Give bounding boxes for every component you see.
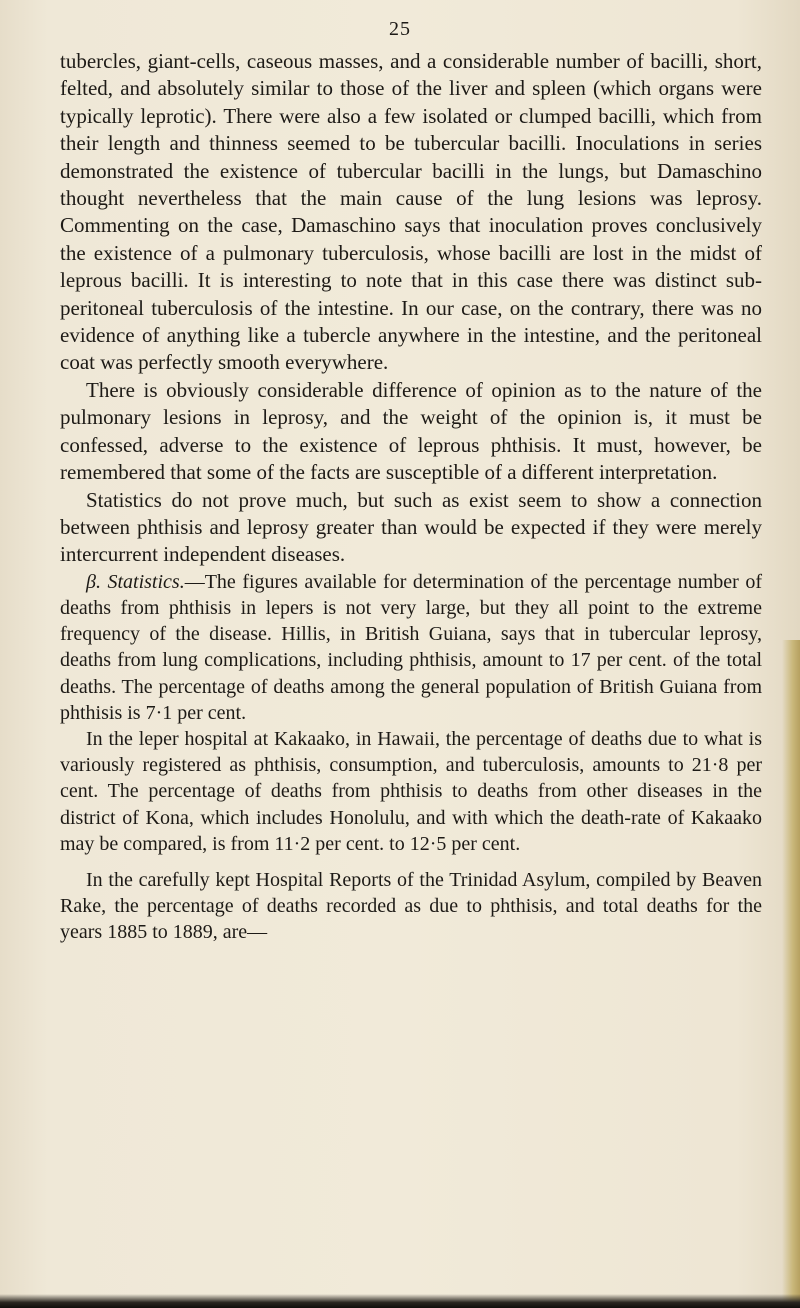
page-edge-discoloration	[782, 640, 800, 1308]
paragraph-3: Statistics do not prove much, but such as exist seem to show a connection between phthisis and leprosy greater than would be expected if they were merely intercurrent independent diseases.	[60, 487, 762, 567]
section-heading-statistics: β. Statistics.	[86, 570, 185, 593]
paragraph-2: There is obviously considerable difference of opinion as to the nature of the pulmonary lesions in leprosy, and the weight of the opinion is, it must be confessed, adverse to the existence of leprous phthisis. It must, however, be remembered that some of the facts are susceptible of a different interpretation.	[60, 377, 762, 485]
paragraph-4-body: —The figures available for determination of the percentage number of deaths from phthisis in lepers is not very large, but they all point to the extreme frequency of the disease. Hillis, in British Guiana, says that in tubercular leprosy, deaths from lung complications, including phthisis, amount to 17 per cent. of the total deaths. The percentage of deaths among the general population of British Guiana from phthisis is 7·1 per cent.	[60, 570, 762, 724]
paragraph-5: In the leper hospital at Kakaako, in Hawaii, the percentage of deaths due to what is variously registered as phthisis, consumption, and tuberculosis, amounts to 21·8 per cent. The percentage of deaths from phthisis to deaths from other diseases in the district of Kona, which includes Honolulu, and with which the death-rate of Kakaako may be compared, is from 11·2 per cent. to 12·5 per cent.	[60, 727, 762, 855]
page-number: 25	[389, 18, 411, 40]
paragraph-4	[60, 569, 762, 726]
paragraph-6: In the carefully kept Hospital Reports of the Trinidad Asylum, compiled by Beaven Rake, the percentage of deaths recorded as due to phthisis, and total deaths for the years 1885 to 1889, are—	[60, 868, 762, 944]
page-body	[60, 48, 762, 946]
page-bottom-shadow	[0, 1294, 800, 1308]
paragraph-1: tubercles, giant-cells, caseous masses, and a considerable number of bacilli, short, felted, and absolutely similar to those of the liver and spleen (which organs were typically leprotic). There were also a few isolated or clumped bacilli, which from their length and thinness seemed to be tubercular bacilli. Inoculations in series demonstrated the existence of tubercular bacilli in the lungs, but Damaschino thought nevertheless that the main cause of the lung lesions was leprosy. Commenting on the case, Damaschino says that inoculation proves conclusively the existence of a pulmonary tuberculosis, whose bacilli are lost in the midst of leprous bacilli. It is interesting to note that in this case there was distinct sub-peritoneal tuberculosis of the intestine. In our case, on the contrary, there was no evidence of anything like a tubercle anywhere in the intestine, and the peritoneal coat was perfectly smooth everywhere.	[60, 49, 762, 375]
